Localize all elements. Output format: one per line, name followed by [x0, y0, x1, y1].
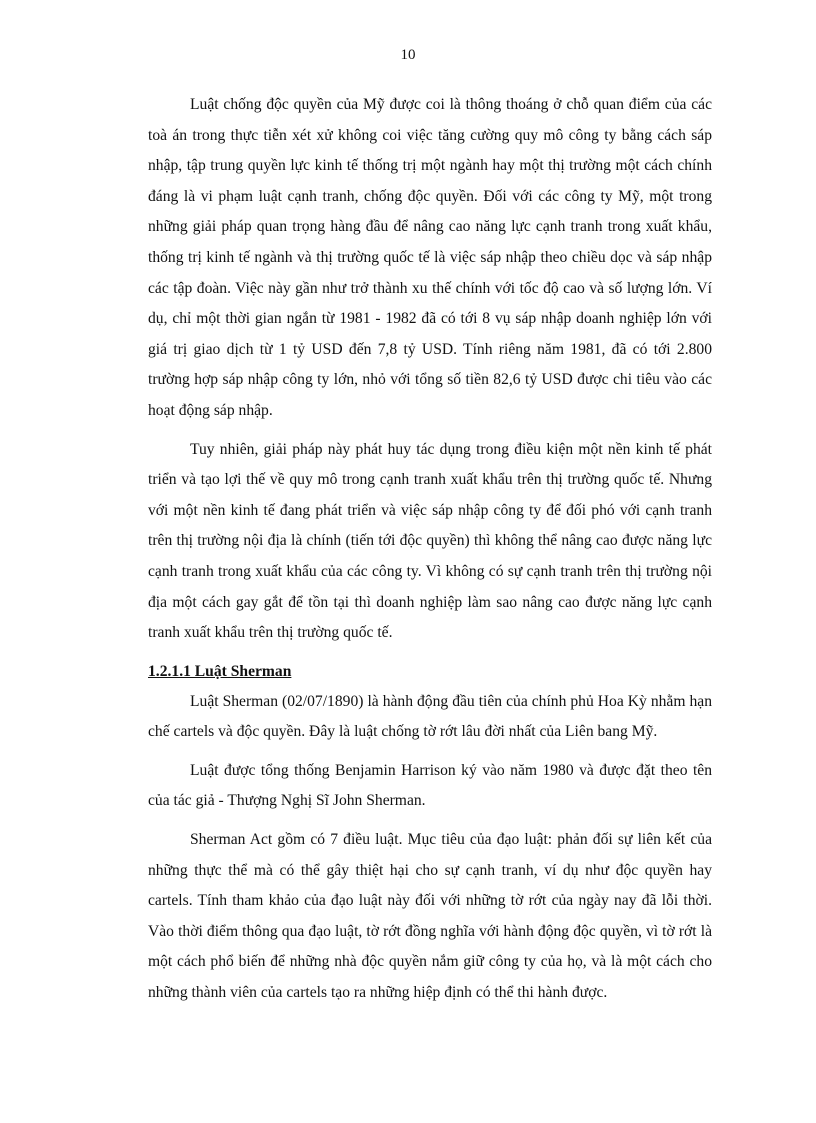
body-text	[148, 90, 712, 1009]
page-number: 10	[400, 47, 416, 63]
paragraph-limitations: Tuy nhiên, giải pháp này phát huy tác dụng trong điều kiện một nền kinh tế phát triển và tạo lợi thế về quy mô trong cạnh tranh xuất khẩu trên thị trường quốc tế. Nhưng với một nền kinh tế đang phát triển và việc sáp nhập công ty để đối phó với cạnh tranh trên thị trường nội địa là chính (tiến tới độc quyền) thì không thể nâng cao được năng lực cạnh tranh trong xuất khẩu của các công ty. Vì không có sự cạnh tranh trên thị trường nội địa một cách gay gắt để tồn tại thì doanh nghiệp làm sao nâng cao được năng lực cạnh tranh xuất khẩu trên thị trường quốc tế.	[148, 440, 712, 642]
paragraph-sherman-act: Sherman Act gồm có 7 điều luật. Mục tiêu của đạo luật: phản đối sự liên kết của những thực thể mà có thể gây thiệt hại cho sự cạnh tranh, ví dụ như độc quyền hay cartels. Tính tham khảo của đạo luật này đối với những tờ rớt của ngày nay đã lỗi thời. Vào thời điểm thông qua đạo luật, tờ rớt đồng nghĩa với hành động độc quyền, vì tờ rớt là một cách phổ biến để những nhà độc quyền nắm giữ công ty của họ, và là một cách cho những thành viên của cartels tạo ra những hiệp định có thể thi hành được.	[148, 831, 712, 1002]
paragraph-sherman-signing: Luật được tổng thống Benjamin Harrison ký vào năm 1980 và được đặt theo tên của tác giả - Thượng Nghị Sĩ John Sherman.	[148, 761, 712, 810]
paragraph-sherman-intro: Luật Sherman (02/07/1890) là hành động đầu tiên của chính phủ Hoa Kỳ nhằm hạn chế cartels và độc quyền. Đây là luật chống tờ rớt lâu đời nhất của Liên bang Mỹ.	[148, 692, 712, 741]
paragraph-antitrust-view: Luật chống độc quyền của Mỹ được coi là thông thoáng ở chỗ quan điểm của các toà án trong thực tiễn xét xử không coi việc tăng cường quy mô công ty bằng cách sáp nhập, tập trung quyền lực kinh tế thống trị một ngành hay một thị trường một cách chính đáng là vi phạm luật cạnh tranh, chống độc quyền. Đối với các công ty Mỹ, một trong những giải pháp quan trọng hàng đầu để nâng cao năng lực cạnh tranh trong xuất khẩu, thống trị kinh tế ngành và thị trường quốc tế là việc sáp nhập theo chiều dọc và sáp nhập các tập đoàn. Việc này gần như trở thành xu thế chính với tốc độ cao và số lượng lớn. Ví dụ, chỉ một thời gian ngắn từ 1981 - 1982 đã có tới 8 vụ sáp nhập doanh nghiệp lớn với giá trị giao dịch từ 1 tỷ USD đến 7,8 tỷ USD. Tính riêng năm 1981, đã có tới 2.800 trường hợp sáp nhập công ty lớn, nhỏ với tổng số tiền 82,6 tỷ USD được chi tiêu vào các hoạt động sáp nhập.	[148, 96, 712, 419]
section-heading: 1.2.1.1 Luật Sherman	[148, 662, 292, 680]
